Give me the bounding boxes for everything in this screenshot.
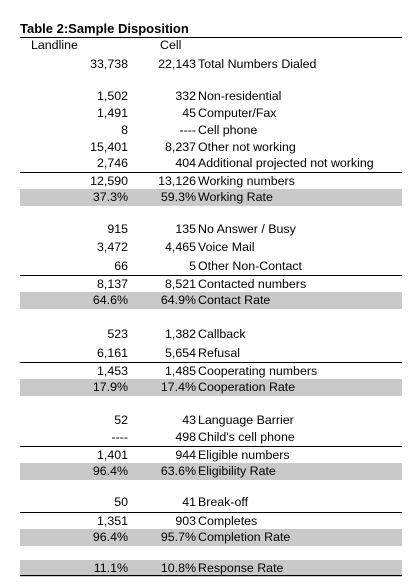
row-label: Other not working bbox=[198, 140, 296, 154]
table-row bbox=[20, 362, 402, 380]
landline-value: 50 bbox=[114, 495, 128, 509]
landline-value: 2,746 bbox=[96, 156, 128, 170]
row-label: Additional projected not working bbox=[198, 156, 374, 170]
table-row bbox=[20, 105, 402, 122]
row-label: Cell phone bbox=[198, 123, 258, 137]
cell-value: 43 bbox=[182, 413, 196, 427]
row-label: Non-residential bbox=[198, 89, 282, 103]
landline-value: 96.4% bbox=[92, 530, 128, 544]
table-row-rate bbox=[20, 463, 402, 480]
table-row bbox=[20, 446, 402, 464]
cell-value: 4,465 bbox=[164, 240, 196, 254]
cell-value: 5,654 bbox=[164, 346, 196, 360]
cell-value: 17.4% bbox=[160, 380, 196, 394]
cell-value: 404 bbox=[175, 156, 196, 170]
landline-value: 915 bbox=[107, 222, 128, 236]
table-row bbox=[20, 345, 402, 362]
row-label: Total Numbers Dialed bbox=[198, 57, 317, 71]
column-header-row bbox=[20, 37, 402, 54]
cell-value: 63.6% bbox=[160, 464, 196, 478]
row-label: Contacted numbers bbox=[198, 277, 307, 291]
landline-value: 37.3% bbox=[92, 190, 128, 204]
landline-value: 8,137 bbox=[96, 277, 128, 291]
cell-value: 64.9% bbox=[160, 293, 196, 307]
row-label: Callback bbox=[198, 327, 246, 341]
row-label: Response Rate bbox=[198, 561, 284, 575]
landline-value: ---- bbox=[111, 430, 128, 444]
cell-value: 95.7% bbox=[160, 530, 196, 544]
landline-value: 12,590 bbox=[90, 174, 128, 188]
table-row bbox=[20, 429, 402, 446]
row-label: Working Rate bbox=[198, 190, 273, 204]
cell-value: 135 bbox=[175, 222, 196, 236]
row-label: Refusal bbox=[198, 346, 241, 360]
landline-value: 33,738 bbox=[90, 57, 128, 71]
table-row-rate bbox=[20, 292, 402, 309]
table-row bbox=[20, 239, 402, 256]
table-row bbox=[20, 122, 402, 139]
table-row bbox=[20, 258, 402, 275]
cell-value: 498 bbox=[175, 430, 196, 444]
table-title: Table 2:Sample Disposition bbox=[20, 20, 402, 38]
table-row bbox=[20, 326, 402, 343]
cell-value: ---- bbox=[179, 123, 196, 137]
cell-value: 22,143 bbox=[158, 57, 196, 71]
landline-value: 96.4% bbox=[92, 464, 128, 478]
cell-value: 8,237 bbox=[164, 140, 196, 154]
landline-value: 15,401 bbox=[90, 140, 128, 154]
row-label: Cooperation Rate bbox=[198, 380, 296, 394]
column-header-landline: Landline bbox=[31, 38, 78, 52]
cell-value: 41 bbox=[182, 495, 196, 509]
landline-value: 11.1% bbox=[93, 561, 128, 575]
cell-value: 1,485 bbox=[164, 364, 196, 378]
table-row-rate bbox=[20, 529, 402, 546]
table-row bbox=[20, 221, 402, 238]
cell-value: 903 bbox=[175, 514, 196, 528]
table-row bbox=[20, 412, 402, 429]
cell-value: 1,382 bbox=[164, 327, 196, 341]
row-label: Computer/Fax bbox=[198, 106, 277, 120]
cell-value: 13,126 bbox=[158, 174, 196, 188]
row-label: No Answer / Busy bbox=[198, 222, 296, 236]
row-label: Completion Rate bbox=[198, 530, 291, 544]
landline-value: 1,491 bbox=[96, 106, 128, 120]
table-row bbox=[20, 139, 402, 156]
cell-value: 5 bbox=[189, 259, 196, 273]
landline-value: 523 bbox=[107, 327, 128, 341]
table-row-rate bbox=[20, 379, 402, 396]
table-row bbox=[20, 155, 402, 172]
landline-value: 1,502 bbox=[96, 89, 128, 103]
cell-value: 45 bbox=[182, 106, 196, 120]
landline-value: 8 bbox=[121, 123, 128, 137]
landline-value: 64.6% bbox=[92, 293, 128, 307]
table-row bbox=[20, 88, 402, 105]
row-label: Other Non-Contact bbox=[198, 259, 302, 273]
landline-value: 52 bbox=[114, 413, 128, 427]
landline-value: 1,351 bbox=[96, 514, 128, 528]
row-label: Contact Rate bbox=[198, 293, 271, 307]
column-header-cell: Cell bbox=[160, 38, 182, 52]
landline-value: 17.9% bbox=[92, 380, 128, 394]
row-label: Eligibility Rate bbox=[198, 464, 276, 478]
table-row bbox=[20, 172, 402, 190]
bottom-divider bbox=[20, 575, 402, 576]
cell-value: 332 bbox=[175, 89, 196, 103]
row-label: Voice Mail bbox=[198, 240, 255, 254]
table-row bbox=[20, 56, 402, 73]
landline-value: 3,472 bbox=[96, 240, 128, 254]
cell-value: 944 bbox=[175, 448, 196, 462]
table-row bbox=[20, 512, 402, 530]
cell-value: 59.3% bbox=[160, 190, 196, 204]
landline-value: 1,453 bbox=[96, 364, 128, 378]
row-label: Cooperating numbers bbox=[198, 364, 318, 378]
table-row-rate bbox=[20, 189, 402, 206]
row-label: Child's cell phone bbox=[198, 430, 295, 444]
landline-value: 6,161 bbox=[96, 346, 128, 360]
table-row bbox=[20, 275, 402, 293]
landline-value: 66 bbox=[114, 259, 128, 273]
row-label: Working numbers bbox=[198, 174, 295, 188]
row-label: Eligible numbers bbox=[198, 448, 290, 462]
cell-value: 10.8% bbox=[160, 561, 196, 575]
row-label: Completes bbox=[198, 514, 258, 528]
row-label: Language Barrier bbox=[198, 413, 294, 427]
landline-value: 1,401 bbox=[96, 448, 128, 462]
row-label: Break-off bbox=[198, 495, 249, 509]
cell-value: 8,521 bbox=[164, 277, 196, 291]
table-row bbox=[20, 494, 402, 511]
